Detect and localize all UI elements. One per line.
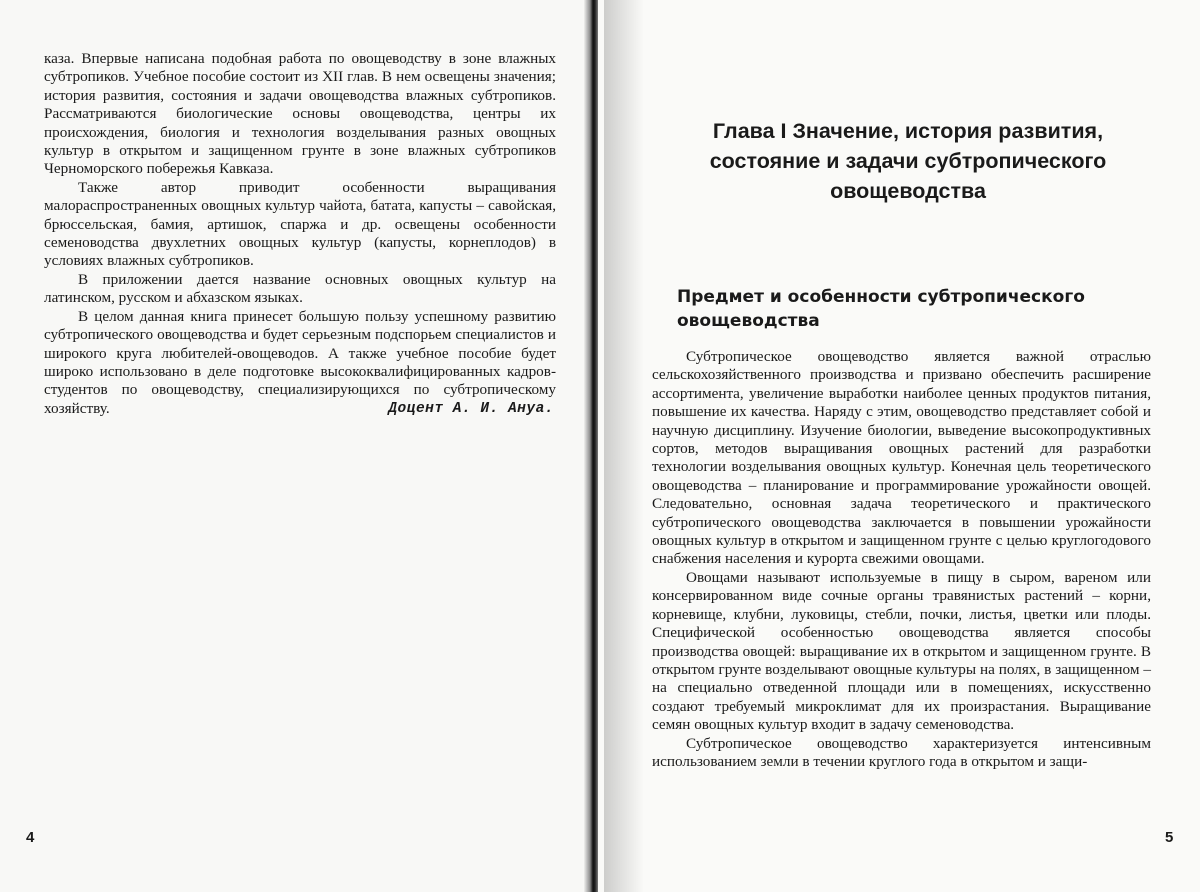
page-number-left: 4 bbox=[26, 829, 35, 846]
right-paragraph-3: Субтропическое овощеводство характеризуется интенсивным использованием земли в течении круглого года в открытом и защи- bbox=[652, 734, 1151, 770]
chapter-title-line-3: овощеводства bbox=[830, 179, 986, 203]
page-number-right: 5 bbox=[1165, 829, 1174, 846]
chapter-title-line-1: Глава I Значение, история развития, bbox=[712, 119, 1104, 143]
right-page-body bbox=[652, 348, 1151, 771]
chapter-title-line-2: состояние и задачи субтропического bbox=[709, 149, 1107, 173]
section-title bbox=[677, 285, 1147, 333]
author-signature: Доцент А. И. Ануа. bbox=[388, 401, 554, 417]
left-page bbox=[0, 0, 592, 892]
left-paragraph-2: Также автор приводит особенности выращивания малораспространенных овощных культур чайота, батата, капусты – савойская, брюссельская, бамия, артишок, спаржа и др. освещены особенности семеноводства двухлетних овощных культур (капусты, корнеплодов) в условиях влажных субтропиков. bbox=[44, 178, 556, 270]
left-paragraph-3: В приложении дается название основных овощных культур на латинском, русском и абхазском языках. bbox=[44, 270, 556, 307]
section-title-line-2: овощеводства bbox=[677, 311, 820, 331]
chapter-title bbox=[654, 116, 1162, 206]
right-paragraph-1: Субтропическое овощеводство является важной отраслью сельскохозяйственного производства и призвано обеспечить расширение ассортиментa, увеличение выработки наиболее ценных продуктов питания, повышение их качества. Наряду с этим, овощеводство представляет собой и научную дисциплину. Изучение биологии, выведение высокопродуктивных сортов, методов выращивания овощных растений для разработки технологии возделывания овощных культур. Конечная цель теоретического овощеводства – планирование и программирование урожайности овощей. Следовательно, основная задача теоретического и практического субтропического овощеводства заключается в повышении урожайности овощных культур в открытом и защищенном грунте с целью круглогодового снабжения населения и курорта свежими овощами. bbox=[652, 348, 1151, 568]
section-title-line-1: Предмет и особенности субтропического bbox=[677, 287, 1085, 307]
right-paragraph-2: Овощами называют используемые в пищу в сыром, вареном или консервированном виде сочные органы травянистых растений – корни, корневище, клубни, луковицы, стебли, почки, листья, цветки или плоды. Специфической особенностью овощеводства является способы производства овощей: выращивание их в открытом и защищенном грунте. В открытом грунте возделывают овощные культуры на полях, в защищенном – на специально отведенной площади или в помещениях, искусственно создают требуемый микроклимат для их произрастания. Выращивание семян овощных культур входит в задачу семеноводства. bbox=[652, 568, 1151, 734]
left-paragraph-4: В целом данная книга принесет большую пользу успешному развитию субтропического овощеводства и будет серьезным подспорьем специалистов и широкого круга любителей-овощеводов. А также учебное пособие будет широко использовано в деле подготовке высококвалифицированных кадров-студентов по овощеводству, специализирующихся по субтропическому хозяйству. bbox=[44, 307, 556, 417]
left-paragraph-1: каза. Впервые написана подобная работа по овощеводству в зоне влажных субтропиков. Учебное пособие состоит из XII глав. В нем освещены значения; история развития, состояния и задачи овощеводства влажных субтропиков. Рассматриваются биологические основы овощеводства, центры их происхождения, биология и технология возделывания разных овощных культур в открытом и защищенном грунте в зоне влажных субтропиков Черноморского побережья Кавказа. bbox=[44, 50, 556, 178]
left-page-body bbox=[44, 50, 556, 418]
gutter-shadow bbox=[604, 0, 644, 892]
